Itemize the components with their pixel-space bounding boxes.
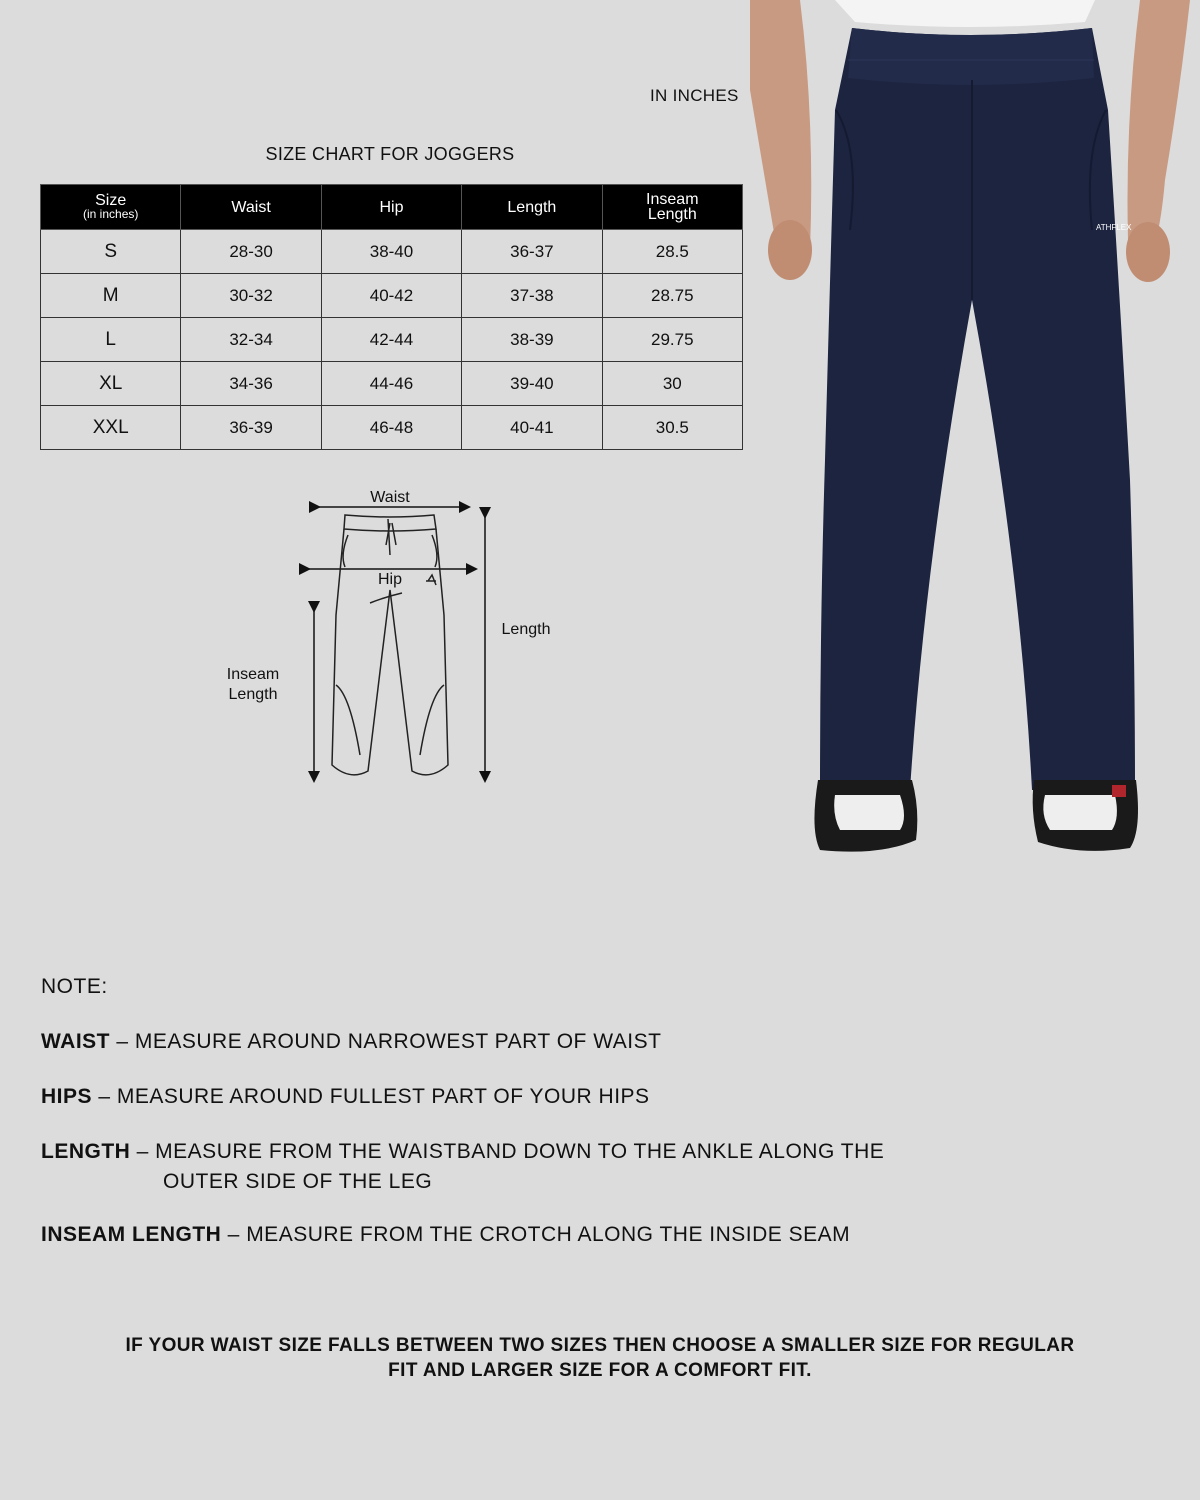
diagram-label-waist: Waist — [370, 489, 410, 506]
measurement-diagram — [290, 495, 500, 795]
table-row — [41, 318, 743, 362]
table-cell: 46-48 — [321, 406, 461, 450]
diagram-label-length: Length — [501, 621, 551, 638]
jogger-outline — [332, 515, 448, 775]
table-cell: 40-42 — [321, 274, 461, 318]
table-header-row — [41, 185, 743, 230]
footer-fit-advice: IF YOUR WAIST SIZE FALLS BETWEEN TWO SIZES THEN CHOOSE A SMALLER SIZE FOR REGULAR FIT AND LARGER SIZE FOR A COMFORT FIT. — [125, 1335, 1075, 1381]
table-cell: 30-32 — [181, 274, 321, 318]
table-cell: XL — [41, 362, 181, 406]
table-cell: 34-36 — [181, 362, 321, 406]
table-cell: 36-37 — [462, 230, 602, 274]
table-cell: 29.75 — [602, 318, 742, 362]
table-cell: 28.75 — [602, 274, 742, 318]
product-photo — [740, 0, 1200, 870]
table-row — [41, 362, 743, 406]
note-waist: WAIST – MEASURE AROUND NARROWEST PART OF WAIST — [41, 1030, 662, 1053]
table-cell: 28.5 — [602, 230, 742, 274]
table-row — [41, 274, 743, 318]
header-inseam-length: Inseam Length — [602, 185, 742, 230]
right-hand — [1126, 222, 1170, 282]
size-chart-table — [40, 184, 743, 450]
header-waist: Waist — [181, 185, 321, 230]
note-inseam: INSEAM LENGTH – MEASURE FROM THE CROTCH ALONG THE INSIDE SEAM — [41, 1223, 851, 1246]
table-cell: 40-41 — [462, 406, 602, 450]
table-cell: 42-44 — [321, 318, 461, 362]
notes-title: NOTE: — [41, 975, 108, 998]
diagram-label-inseam: Inseam Length — [226, 666, 280, 703]
table-cell: 30.5 — [602, 406, 742, 450]
note-hips: HIPS – MEASURE AROUND FULLEST PART OF YOUR HIPS — [41, 1085, 650, 1108]
header-length: Length — [462, 185, 602, 230]
table-row — [41, 406, 743, 450]
table-row — [41, 230, 743, 274]
diagram-label-hip: Hip — [377, 571, 402, 588]
note-length: LENGTH – MEASURE FROM THE WAISTBAND DOWN TO THE ANKLE ALONG THE — [41, 1140, 885, 1163]
table-cell: 44-46 — [321, 362, 461, 406]
table-cell: 38-40 — [321, 230, 461, 274]
left-hand — [768, 220, 812, 280]
table-cell: M — [41, 274, 181, 318]
table-cell: 36-39 — [181, 406, 321, 450]
pants-logo: ATHFLEX — [1096, 223, 1132, 232]
table-cell: 28-30 — [181, 230, 321, 274]
table-cell: 38-39 — [462, 318, 602, 362]
table-cell: 39-40 — [462, 362, 602, 406]
header-hip: Hip — [321, 185, 461, 230]
table-cell: L — [41, 318, 181, 362]
table-cell: 37-38 — [462, 274, 602, 318]
chart-title: SIZE CHART FOR JOGGERS — [265, 144, 515, 164]
table-cell: 30 — [602, 362, 742, 406]
table-cell: 32-34 — [181, 318, 321, 362]
note-length-continued: OUTER SIDE OF THE LEG — [163, 1170, 433, 1193]
header-size: Size (in inches) — [41, 185, 181, 230]
table-cell: XXL — [41, 406, 181, 450]
unit-label: IN INCHES — [650, 86, 739, 105]
pants-shape — [820, 28, 1135, 790]
table-cell: S — [41, 230, 181, 274]
